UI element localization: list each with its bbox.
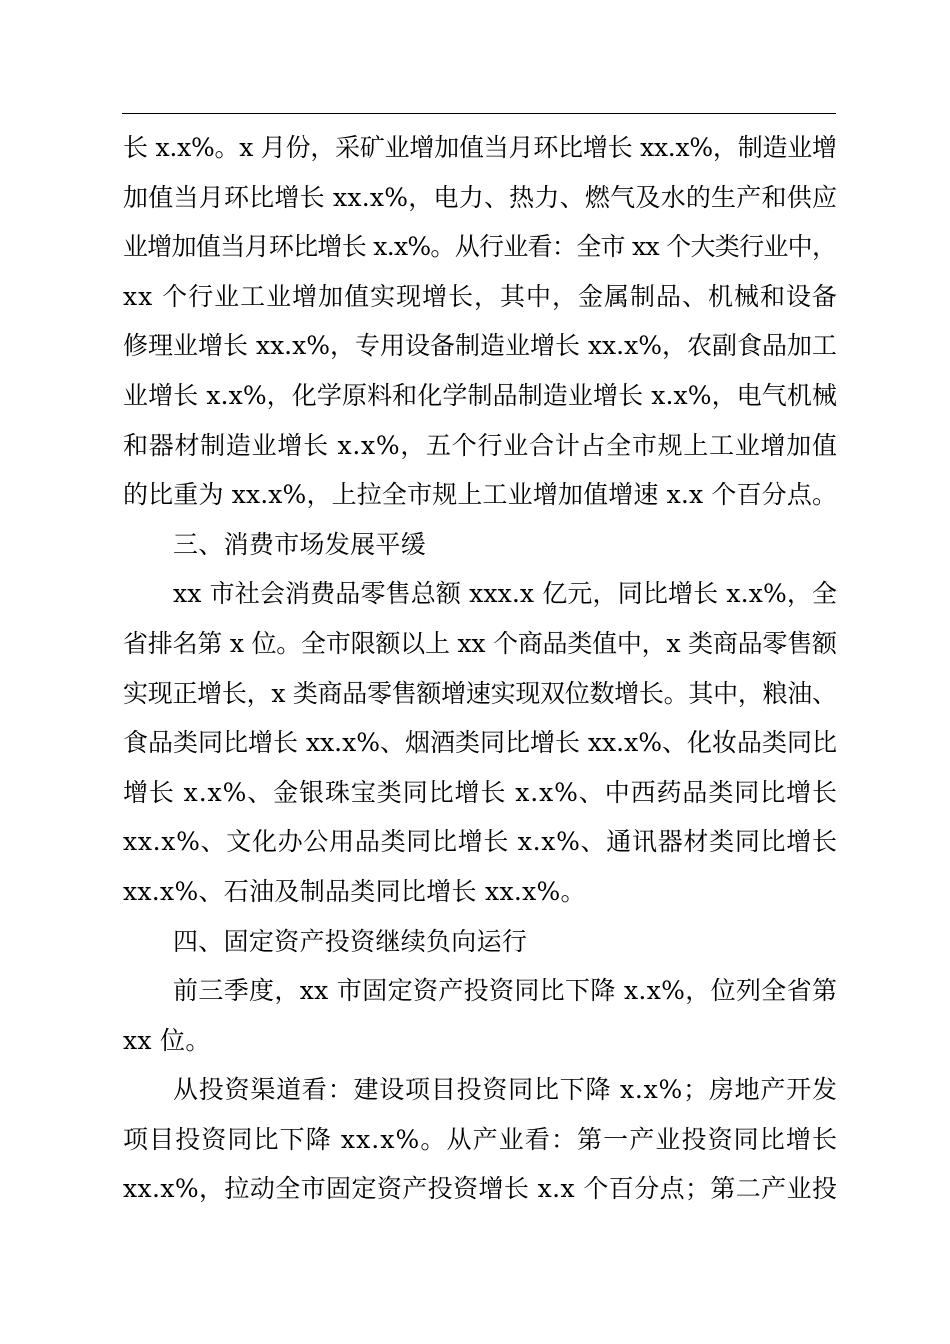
text-line: 四、固定资产投资继续负向运行 bbox=[173, 926, 528, 956]
text-line: 的比重为 xx.x%，上拉全市规上工业增加值增速 x.x 个百分点。 bbox=[123, 480, 838, 510]
text-line: 三、消费市场发展平缓 bbox=[173, 529, 427, 559]
header-rule bbox=[122, 113, 836, 114]
text-line: 业增长 x.x%，化学原料和化学制品制造业增长 x.x%，电气机械 bbox=[123, 380, 838, 410]
text-line: xx.x%、文化办公用品类同比增长 x.x%、通讯器材类同比增长 bbox=[123, 827, 838, 857]
document-body bbox=[123, 123, 863, 1214]
text-line: 从投资渠道看：建设项目投资同比下降 x.x%；房地产开发 bbox=[173, 1075, 838, 1105]
text-line: xx.x%、石油及制品类同比增长 xx.x%。 bbox=[123, 876, 586, 906]
text-line: 增长 x.x%、金银珠宝类同比增长 x.x%、中西药品类同比增长 bbox=[123, 777, 838, 807]
text-line: 和器材制造业增长 x.x%，五个行业合计占全市规上工业增加值 bbox=[123, 430, 838, 460]
text-line: xx.x%，拉动全市固定资产投资增长 x.x 个百分点；第二产业投 bbox=[123, 1174, 838, 1204]
text-line: 修理业增长 xx.x%，专用设备制造业增长 xx.x%，农副食品加工 bbox=[123, 331, 837, 361]
text-line: 业增加值当月环比增长 x.x%。从行业看：全市 xx 个大类行业中， bbox=[123, 232, 837, 262]
text-line: 实现正增长，x 类商品零售额增速实现双位数增长。其中，粮油、 bbox=[123, 678, 837, 708]
text-line: xx 市社会消费品零售总额 xxx.x 亿元，同比增长 x.x%，全 bbox=[173, 579, 838, 609]
text-line: 项目投资同比下降 xx.x%。从产业看：第一产业投资同比增长 bbox=[123, 1124, 839, 1154]
text-line: 加值当月环比增长 xx.x%，电力、热力、燃气及水的生产和供应 bbox=[123, 182, 838, 212]
text-line: 省排名第 x 位。全市限额以上 xx 个商品类值中，x 类商品零售额 bbox=[123, 628, 837, 658]
text-line: xx 个行业工业增加值实现增长，其中，金属制品、机械和设备 bbox=[123, 281, 838, 311]
text-line: 食品类同比增长 xx.x%、烟酒类同比增长 xx.x%、化妆品类同比 bbox=[123, 728, 837, 758]
text-line: 前三季度，xx 市固定资产投资同比下降 x.x%，位列全省第 bbox=[173, 976, 838, 1006]
text-line: xx 位。 bbox=[123, 1025, 211, 1055]
text-line: 长 x.x%。x 月份，采矿业增加值当月环比增长 xx.x%，制造业增 bbox=[123, 133, 837, 162]
